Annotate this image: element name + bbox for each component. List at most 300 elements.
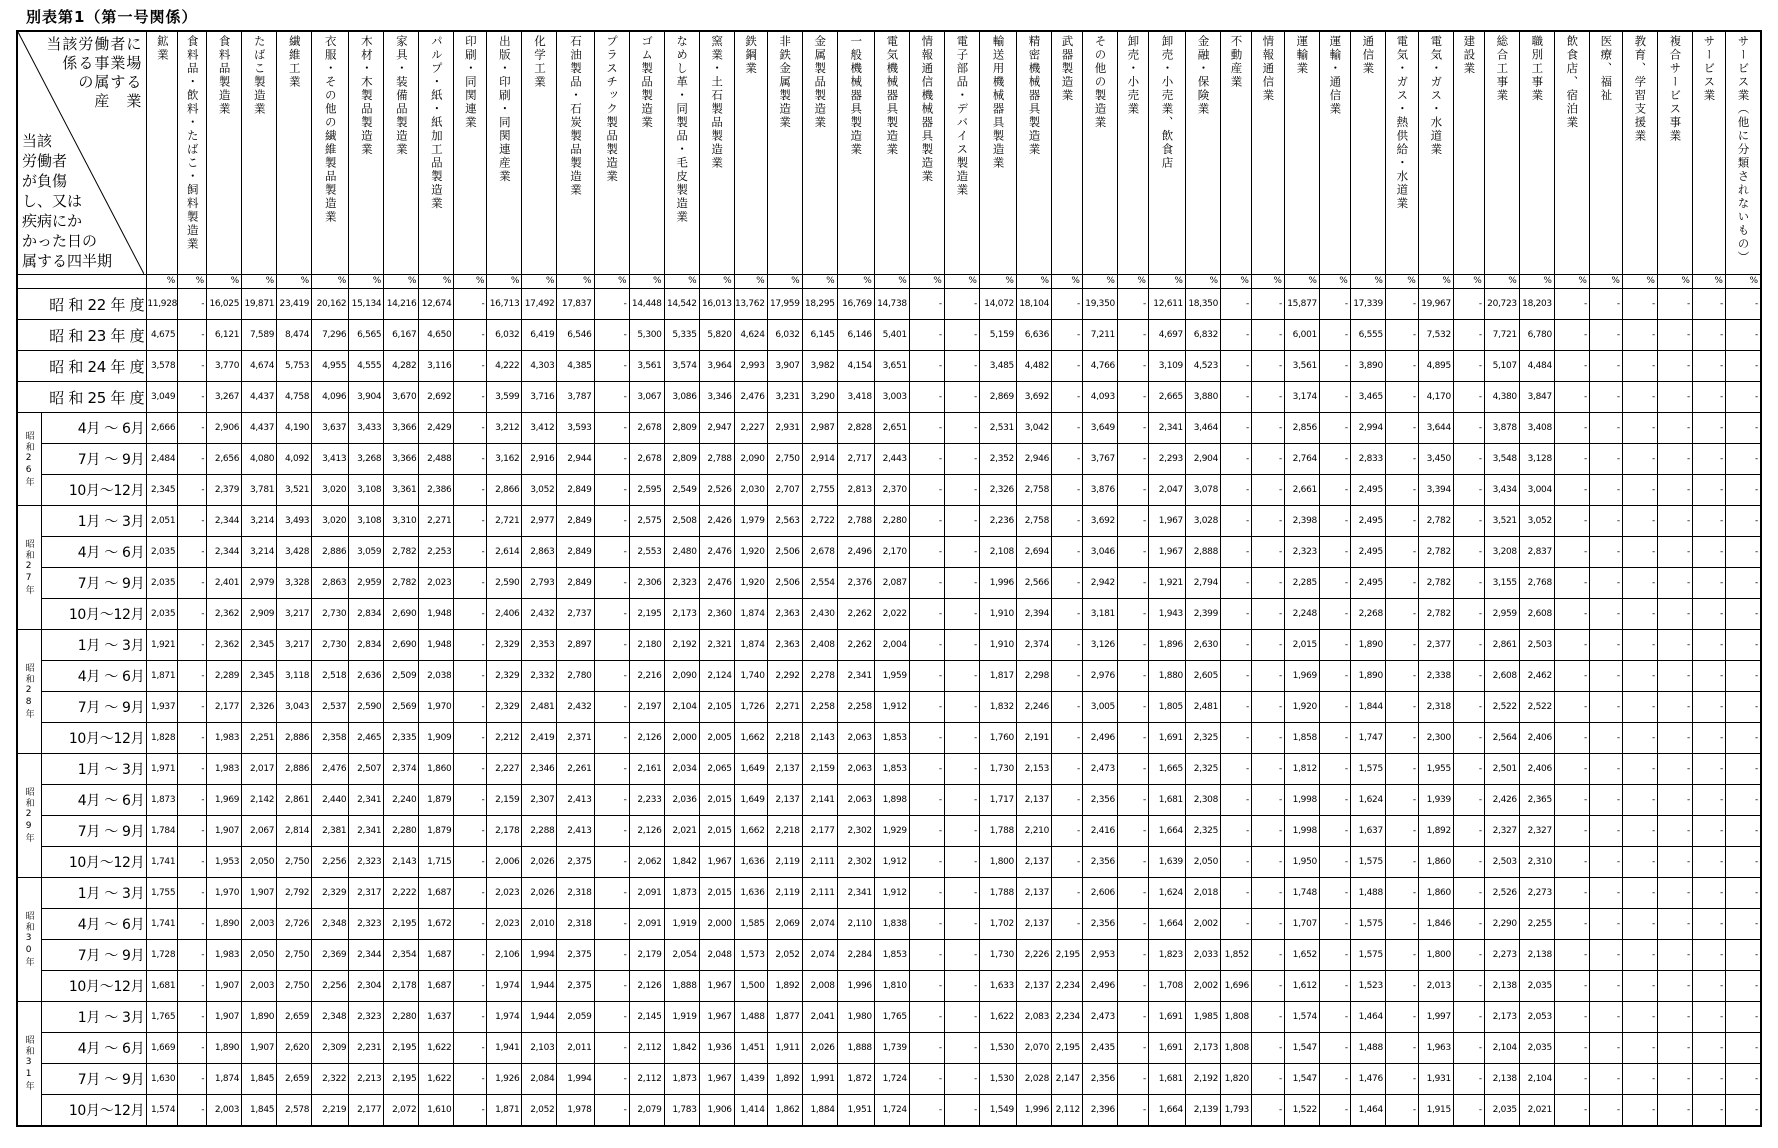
rate-cell: - — [1221, 878, 1252, 909]
rate-cell: - — [1453, 444, 1484, 475]
rate-cell: - — [909, 1002, 944, 1033]
rate-cell: 2,651 — [874, 413, 909, 444]
rate-cell: 2,341 — [837, 878, 874, 909]
rate-cell: 19,967 — [1418, 289, 1453, 320]
rate-cell: - — [1453, 1033, 1484, 1064]
rate-cell: - — [909, 568, 944, 599]
rate-cell: - — [1385, 382, 1418, 413]
rate-cell: 12,674 — [419, 289, 454, 320]
rate-cell: 1,664 — [1148, 816, 1185, 847]
rate-cell: 2,033 — [1185, 940, 1220, 971]
industry-name: 輸送用機械器具製造業 — [991, 35, 1006, 170]
rate-cell: - — [1385, 444, 1418, 475]
rate-cell: 1,920 — [734, 537, 767, 568]
unit-cell: % — [1221, 275, 1252, 289]
rate-cell: 1,948 — [419, 630, 454, 661]
rate-cell: - — [1657, 661, 1692, 692]
rate-cell: - — [454, 940, 487, 971]
rate-cell: - — [1052, 413, 1083, 444]
rate-cell: 2,323 — [664, 568, 699, 599]
rate-cell: - — [454, 754, 487, 785]
rate-cell: 2,678 — [629, 444, 664, 475]
rate-cell: 3,428 — [277, 537, 312, 568]
rate-cell: 2,329 — [487, 630, 522, 661]
rate-cell: - — [1657, 351, 1692, 382]
rate-cell: - — [1589, 630, 1622, 661]
rate-cell: - — [594, 971, 629, 1002]
corner-quarter-line: かった日の — [22, 232, 98, 250]
rate-cell: 2,195 — [629, 599, 664, 630]
industry-name: 金属製品製造業 — [813, 35, 828, 130]
rate-cell: - — [1692, 661, 1725, 692]
industry-column-header — [1453, 31, 1484, 275]
unit-cell: % — [1519, 275, 1554, 289]
rate-cell: 2,358 — [312, 723, 349, 754]
rate-cell: 2,052 — [522, 1095, 557, 1127]
table-row — [17, 413, 1761, 444]
rate-cell: 2,863 — [312, 568, 349, 599]
rate-cell: 2,271 — [767, 692, 802, 723]
rate-cell: - — [1554, 909, 1589, 940]
rate-cell: 2,782 — [384, 568, 419, 599]
rate-cell: - — [1117, 785, 1148, 816]
rate-cell: 2,258 — [802, 692, 837, 723]
rate-cell: 2,191 — [1016, 723, 1051, 754]
rate-cell: 1,476 — [1350, 1064, 1385, 1095]
rate-cell: 2,022 — [874, 599, 909, 630]
rate-cell: 2,861 — [277, 785, 312, 816]
rate-cell: 6,146 — [837, 320, 874, 351]
rate-cell: 1,810 — [874, 971, 909, 1002]
rate-cell: 3,346 — [699, 382, 734, 413]
rate-cell: 2,944 — [557, 444, 594, 475]
table-row — [17, 661, 1761, 692]
rate-cell: 2,506 — [767, 537, 802, 568]
rate-cell: - — [1385, 506, 1418, 537]
rate-cell: 3,005 — [1082, 692, 1117, 723]
rate-cell: 2,153 — [1016, 754, 1051, 785]
rate-cell: 3,907 — [767, 351, 802, 382]
rate-cell: - — [1657, 537, 1692, 568]
rate-cell: 2,506 — [767, 568, 802, 599]
rate-cell: - — [178, 568, 207, 599]
rate-cell: - — [178, 351, 207, 382]
rate-cell: - — [909, 971, 944, 1002]
rate-cell: - — [1589, 568, 1622, 599]
rate-cell: - — [1052, 754, 1083, 785]
rate-cell: 1,936 — [699, 1033, 734, 1064]
rate-cell: - — [1453, 537, 1484, 568]
rate-cell: 2,090 — [734, 444, 767, 475]
rate-cell: 2,782 — [1418, 568, 1453, 599]
rate-cell: - — [1052, 289, 1083, 320]
rate-cell: 2,300 — [1418, 723, 1453, 754]
rate-cell: 1,845 — [242, 1095, 277, 1127]
rate-cell: - — [909, 506, 944, 537]
rate-cell: 5,107 — [1484, 351, 1519, 382]
rate-cell: 2,138 — [1519, 940, 1554, 971]
rate-cell: 2,063 — [837, 754, 874, 785]
rate-cell: 1,760 — [979, 723, 1016, 754]
fiscal-year-label: 昭 和 24 年 度 — [17, 351, 147, 382]
rate-cell: 3,637 — [312, 413, 349, 444]
rate-cell: - — [1052, 351, 1083, 382]
rate-cell: 1,664 — [1148, 1095, 1185, 1127]
rate-cell: 1,724 — [874, 1095, 909, 1127]
rate-cell: - — [1251, 878, 1284, 909]
rate-cell: 2,526 — [1484, 878, 1519, 909]
year-group-text: 昭和26年 — [23, 430, 34, 488]
rate-cell: - — [1453, 1095, 1484, 1127]
rate-cell: 2,386 — [419, 475, 454, 506]
rate-cell: 1,920 — [1284, 692, 1319, 723]
rate-cell: 2,323 — [349, 847, 384, 878]
unit-cell: % — [1284, 275, 1319, 289]
rate-cell: 1,892 — [767, 971, 802, 1002]
industry-column-header — [277, 31, 312, 275]
rate-cell: - — [1117, 1002, 1148, 1033]
rate-cell: - — [1589, 320, 1622, 351]
unit-cell: % — [1319, 275, 1350, 289]
rate-cell: 1,967 — [699, 1064, 734, 1095]
rate-cell: 1,530 — [979, 1064, 1016, 1095]
industry-name: 金融・保険業 — [1196, 35, 1211, 116]
rate-cell: 2,630 — [1185, 630, 1220, 661]
rate-cell: - — [1319, 351, 1350, 382]
rate-cell: - — [1251, 320, 1284, 351]
rate-cell: - — [1221, 320, 1252, 351]
table-row — [17, 475, 1761, 506]
rate-cell: 1,800 — [1418, 940, 1453, 971]
rate-cell: 2,210 — [1016, 816, 1051, 847]
rate-cell: - — [178, 971, 207, 1002]
rate-cell: 2,034 — [664, 754, 699, 785]
rate-cell: 2,503 — [1519, 630, 1554, 661]
rate-cell: 13,762 — [734, 289, 767, 320]
rate-cell: - — [1554, 320, 1589, 351]
rate-cell: 7,589 — [242, 320, 277, 351]
rate-cell: 2,861 — [1484, 630, 1519, 661]
rate-cell: - — [1554, 599, 1589, 630]
rate-cell: - — [1725, 785, 1761, 816]
industry-name: 出版・印刷・同関連産業 — [497, 35, 512, 184]
rate-cell: 2,017 — [242, 754, 277, 785]
rate-cell: 2,897 — [557, 630, 594, 661]
industry-name: 医療、福祉 — [1599, 35, 1614, 103]
rate-cell: 3,433 — [349, 413, 384, 444]
rate-cell: - — [1554, 568, 1589, 599]
industry-column-header — [1221, 31, 1252, 275]
industry-name: 精密機械器具製造業 — [1027, 35, 1042, 157]
rate-cell: 2,522 — [1484, 692, 1519, 723]
rate-cell: 2,236 — [979, 506, 1016, 537]
rate-cell: - — [1221, 475, 1252, 506]
rate-cell: 2,142 — [242, 785, 277, 816]
rate-cell: - — [1725, 1095, 1761, 1127]
rate-cell: 2,213 — [349, 1064, 384, 1095]
rate-cell: 11,928 — [147, 289, 178, 320]
rate-cell: - — [178, 816, 207, 847]
rate-cell: - — [1385, 1033, 1418, 1064]
rate-cell: 2,280 — [874, 506, 909, 537]
rate-cell: - — [1453, 599, 1484, 630]
rate-cell: - — [1725, 754, 1761, 785]
rate-cell: - — [1622, 289, 1657, 320]
quarter-label: 7月 〜 9月 — [42, 940, 147, 971]
rate-cell: 1,909 — [419, 723, 454, 754]
rate-cell: - — [1692, 413, 1725, 444]
rate-cell: 2,137 — [767, 754, 802, 785]
rate-cell: 1,672 — [419, 909, 454, 940]
rate-cell: - — [1251, 506, 1284, 537]
rate-cell: 2,216 — [629, 661, 664, 692]
industry-name: ゴム製品製造業 — [640, 35, 655, 130]
rate-cell: 1,724 — [874, 1064, 909, 1095]
industry-column-header — [699, 31, 734, 275]
rate-cell: 2,352 — [979, 444, 1016, 475]
unit-cell: % — [419, 275, 454, 289]
rate-cell: 3,548 — [1484, 444, 1519, 475]
rate-cell: 2,426 — [1484, 785, 1519, 816]
rate-cell: - — [454, 351, 487, 382]
rate-cell: 4,674 — [242, 351, 277, 382]
rate-cell: - — [1554, 692, 1589, 723]
rate-cell: 2,375 — [557, 940, 594, 971]
rate-cell: 2,105 — [699, 692, 734, 723]
rate-cell: 2,401 — [207, 568, 242, 599]
unit-cell: % — [1350, 275, 1385, 289]
rate-cell: 2,318 — [557, 878, 594, 909]
rate-cell: 1,892 — [767, 1064, 802, 1095]
rate-cell: - — [909, 878, 944, 909]
rate-cell: - — [1251, 971, 1284, 1002]
rate-cell: 1,873 — [664, 878, 699, 909]
rate-cell: - — [594, 289, 629, 320]
rate-cell: - — [594, 537, 629, 568]
rate-cell: 1,937 — [147, 692, 178, 723]
rate-cell: - — [1589, 444, 1622, 475]
industry-column-header — [1418, 31, 1453, 275]
rate-cell: 2,495 — [1350, 568, 1385, 599]
rate-cell: 2,507 — [349, 754, 384, 785]
rate-cell: 2,051 — [147, 506, 178, 537]
quarter-label: 10月〜12月 — [42, 475, 147, 506]
rate-cell: 16,769 — [837, 289, 874, 320]
table-row — [17, 444, 1761, 475]
rate-cell: - — [1589, 909, 1622, 940]
rate-cell: 2,325 — [1185, 723, 1220, 754]
rate-cell: - — [1052, 475, 1083, 506]
rate-cell: 3,128 — [1519, 444, 1554, 475]
rate-cell: - — [1221, 413, 1252, 444]
table-row — [17, 630, 1761, 661]
unit-cell: % — [207, 275, 242, 289]
rate-cell: 2,394 — [1016, 599, 1051, 630]
rate-cell: 2,381 — [312, 816, 349, 847]
rate-cell: - — [944, 599, 979, 630]
table-row — [17, 692, 1761, 723]
rate-cell: 3,408 — [1519, 413, 1554, 444]
rate-cell: - — [909, 940, 944, 971]
rate-cell: 2,159 — [487, 785, 522, 816]
rate-cell: - — [454, 1002, 487, 1033]
rate-cell: 1,996 — [1016, 1095, 1051, 1127]
rate-cell: - — [1657, 909, 1692, 940]
rate-cell: 2,062 — [629, 847, 664, 878]
rate-cell: 1,907 — [207, 971, 242, 1002]
rate-cell: - — [1725, 661, 1761, 692]
rate-cell: 2,501 — [1484, 754, 1519, 785]
rate-cell: - — [1589, 1095, 1622, 1127]
rate-cell: - — [454, 723, 487, 754]
rate-cell: - — [178, 878, 207, 909]
rate-cell: 1,996 — [979, 568, 1016, 599]
rate-cell: 1,871 — [147, 661, 178, 692]
rate-cell: 1,687 — [419, 971, 454, 1002]
industry-name: 卸売・小売業、飲食店 — [1160, 35, 1175, 170]
rate-cell: - — [1319, 413, 1350, 444]
rate-cell: - — [1657, 568, 1692, 599]
rate-cell: 2,026 — [522, 847, 557, 878]
rate-cell: - — [1221, 351, 1252, 382]
rate-cell: - — [1385, 816, 1418, 847]
rate-cell: 1,828 — [147, 723, 178, 754]
rate-cell: 2,262 — [837, 630, 874, 661]
industry-column-header — [1519, 31, 1554, 275]
rate-cell: 1,974 — [487, 971, 522, 1002]
rate-cell: 2,849 — [557, 568, 594, 599]
industry-name: 職別工事業 — [1530, 35, 1545, 103]
rate-cell: - — [1117, 692, 1148, 723]
rate-cell: 2,015 — [699, 785, 734, 816]
rate-cell: 1,530 — [979, 1033, 1016, 1064]
rate-cell: - — [1385, 661, 1418, 692]
rate-cell: 2,432 — [522, 599, 557, 630]
rate-cell: - — [909, 692, 944, 723]
rate-cell: - — [1221, 692, 1252, 723]
unit-cell: % — [837, 275, 874, 289]
rate-cell: 2,248 — [1284, 599, 1319, 630]
table-row — [17, 754, 1761, 785]
rate-cell: 1,874 — [734, 630, 767, 661]
rate-cell: 2,354 — [384, 940, 419, 971]
rate-cell: 2,143 — [802, 723, 837, 754]
rate-cell: 1,890 — [242, 1002, 277, 1033]
rate-cell: 2,863 — [522, 537, 557, 568]
rate-cell: 1,488 — [734, 1002, 767, 1033]
table-row — [17, 940, 1761, 971]
rate-cell: 2,496 — [837, 537, 874, 568]
rate-cell: - — [1117, 382, 1148, 413]
rate-cell: 1,873 — [664, 1064, 699, 1095]
rate-cell: 2,750 — [767, 444, 802, 475]
rate-cell: 1,793 — [1221, 1095, 1252, 1127]
rate-cell: - — [1319, 661, 1350, 692]
rate-cell: - — [909, 630, 944, 661]
rate-cell: 2,053 — [1519, 1002, 1554, 1033]
industry-name: 電気・ガス・水道業 — [1429, 35, 1444, 157]
rate-cell: 3,599 — [487, 382, 522, 413]
rate-cell: 1,741 — [147, 909, 178, 940]
rate-cell: 1,726 — [734, 692, 767, 723]
rate-cell: - — [1319, 785, 1350, 816]
rate-cell: - — [1692, 723, 1725, 754]
rate-cell: 1,890 — [207, 1033, 242, 1064]
rate-cell: 3,086 — [664, 382, 699, 413]
unit-cell: % — [594, 275, 629, 289]
rate-cell: - — [1725, 599, 1761, 630]
rate-cell: 2,288 — [522, 816, 557, 847]
rate-cell: 2,304 — [349, 971, 384, 1002]
industry-name: 総合工事業 — [1495, 35, 1510, 103]
rate-cell: - — [1657, 971, 1692, 1002]
rate-cell: - — [1385, 1064, 1418, 1095]
rate-cell: 1,944 — [522, 1002, 557, 1033]
rate-cell: - — [1453, 878, 1484, 909]
rate-cell: 1,880 — [1148, 661, 1185, 692]
rate-cell: 1,575 — [1350, 847, 1385, 878]
rate-cell: 1,414 — [734, 1095, 767, 1127]
rate-cell: 2,371 — [557, 723, 594, 754]
rate-cell: 1,912 — [874, 878, 909, 909]
rate-cell: 2,976 — [1082, 661, 1117, 692]
rate-cell: 2,104 — [664, 692, 699, 723]
rate-cell: 1,994 — [522, 940, 557, 971]
unit-cell: % — [1185, 275, 1220, 289]
rate-cell: 2,692 — [419, 382, 454, 413]
rate-cell: - — [1622, 320, 1657, 351]
rate-cell: - — [1117, 599, 1148, 630]
rate-cell: - — [1453, 816, 1484, 847]
rate-cell: 2,496 — [1082, 723, 1117, 754]
rate-cell: - — [1692, 382, 1725, 413]
rate-cell: 2,661 — [1284, 475, 1319, 506]
rate-cell: 3,310 — [384, 506, 419, 537]
rate-cell: 2,726 — [277, 909, 312, 940]
rate-cell: - — [454, 1033, 487, 1064]
industry-column-header — [874, 31, 909, 275]
rate-cell: 2,426 — [699, 506, 734, 537]
rate-cell: 2,346 — [522, 754, 557, 785]
year-group-text: 昭和31年 — [23, 1035, 34, 1092]
rate-cell: - — [1657, 444, 1692, 475]
rate-cell: - — [944, 289, 979, 320]
rate-cell: 7,296 — [312, 320, 349, 351]
rate-cell: 2,013 — [1418, 971, 1453, 1002]
rate-cell: 1,681 — [1148, 1064, 1185, 1095]
rate-cell: - — [178, 413, 207, 444]
rate-cell: - — [1319, 289, 1350, 320]
rate-cell: 2,327 — [1484, 816, 1519, 847]
rate-cell: 2,021 — [1519, 1095, 1554, 1127]
rate-cell: - — [178, 754, 207, 785]
rate-cell: 2,035 — [147, 599, 178, 630]
rate-cell: 2,219 — [312, 1095, 349, 1127]
rate-cell: - — [1385, 1095, 1418, 1127]
rate-cell: 1,921 — [1148, 568, 1185, 599]
rate-cell: 1,549 — [979, 1095, 1016, 1127]
rate-cell: - — [1221, 630, 1252, 661]
rate-cell: 17,837 — [557, 289, 594, 320]
rate-cell: 1,649 — [734, 785, 767, 816]
rate-cell: - — [1251, 382, 1284, 413]
rate-cell: - — [909, 382, 944, 413]
rate-cell: 1,971 — [147, 754, 178, 785]
rate-cell: - — [1554, 537, 1589, 568]
rate-cell: 4,385 — [557, 351, 594, 382]
rate-cell: - — [1453, 320, 1484, 351]
rate-cell: 6,555 — [1350, 320, 1385, 351]
